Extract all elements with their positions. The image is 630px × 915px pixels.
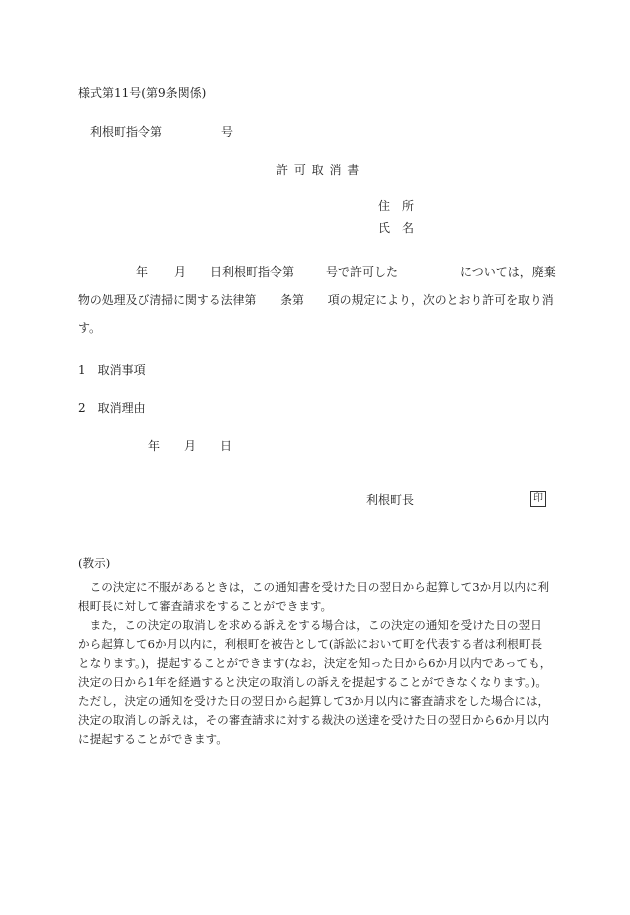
notice-line: この決定に不服があるときは，この通知書を受けた日の翌日から起算して3か月以内に利 bbox=[78, 580, 550, 594]
body-permitted: 号で許可した bbox=[326, 265, 399, 279]
item-cancellation-reason: 2 取消理由 bbox=[78, 401, 146, 415]
address-label: 住 所 bbox=[378, 199, 415, 213]
body-month: 月 bbox=[174, 265, 187, 279]
item-cancellation-matters: 1 取消事項 bbox=[78, 363, 146, 377]
notice-heading: (教示) bbox=[78, 556, 111, 570]
body-regarding: については，廃棄 bbox=[460, 265, 556, 279]
body-line-2: 物の処理及び清掃に関する法律第 条第 項の規定により，次のとおり許可を取り消 bbox=[78, 293, 554, 307]
body-year: 年 bbox=[136, 265, 149, 279]
notice-line: に提起することができます。 bbox=[78, 732, 228, 746]
form-label: 様式第11号(第9条関係) bbox=[78, 86, 207, 100]
document-title: 許 可 取 消 書 bbox=[276, 163, 361, 177]
notice-line: となります。)，提起することができます(なお，決定を知った日から6か月以内であっても， bbox=[78, 656, 552, 670]
notice-line: 決定の日から1年を経過すると決定の取消しの訴えを提起することができなくなります。)。 bbox=[78, 675, 547, 689]
notice-line: ただし，決定の通知を受けた日の翌日から起算して3か月以内に審査請求をした場合には， bbox=[78, 694, 550, 708]
date-month: 月 bbox=[184, 439, 197, 453]
notice-text bbox=[78, 578, 552, 749]
directive-suffix: 号 bbox=[221, 125, 234, 139]
notice-line: 根町長に対して審査請求をすることができます。 bbox=[78, 599, 333, 613]
notice-line: から起算して6か月以内に，利根町を被告として(訴訟において町を代表する者は利根町長 bbox=[78, 637, 543, 651]
directive-prefix: 利根町指令第 bbox=[90, 125, 163, 139]
date-year: 年 bbox=[148, 439, 161, 453]
notice-line: 決定の取消しの訴えは，その審査請求に対する裁決の送達を受けた日の翌日から6か月以内 bbox=[78, 713, 550, 727]
date-day: 日 bbox=[220, 439, 233, 453]
body-line-3: す。 bbox=[78, 321, 102, 335]
notice-line: また，この決定の取消しを求める訴えをする場合は，この決定の通知を受けた日の翌日 bbox=[78, 618, 542, 632]
name-label: 氏 名 bbox=[378, 221, 415, 235]
body-day-directive: 日利根町指令第 bbox=[210, 265, 295, 279]
mayor-title: 利根町長 bbox=[366, 493, 415, 507]
seal-stamp: 印 bbox=[530, 491, 546, 507]
